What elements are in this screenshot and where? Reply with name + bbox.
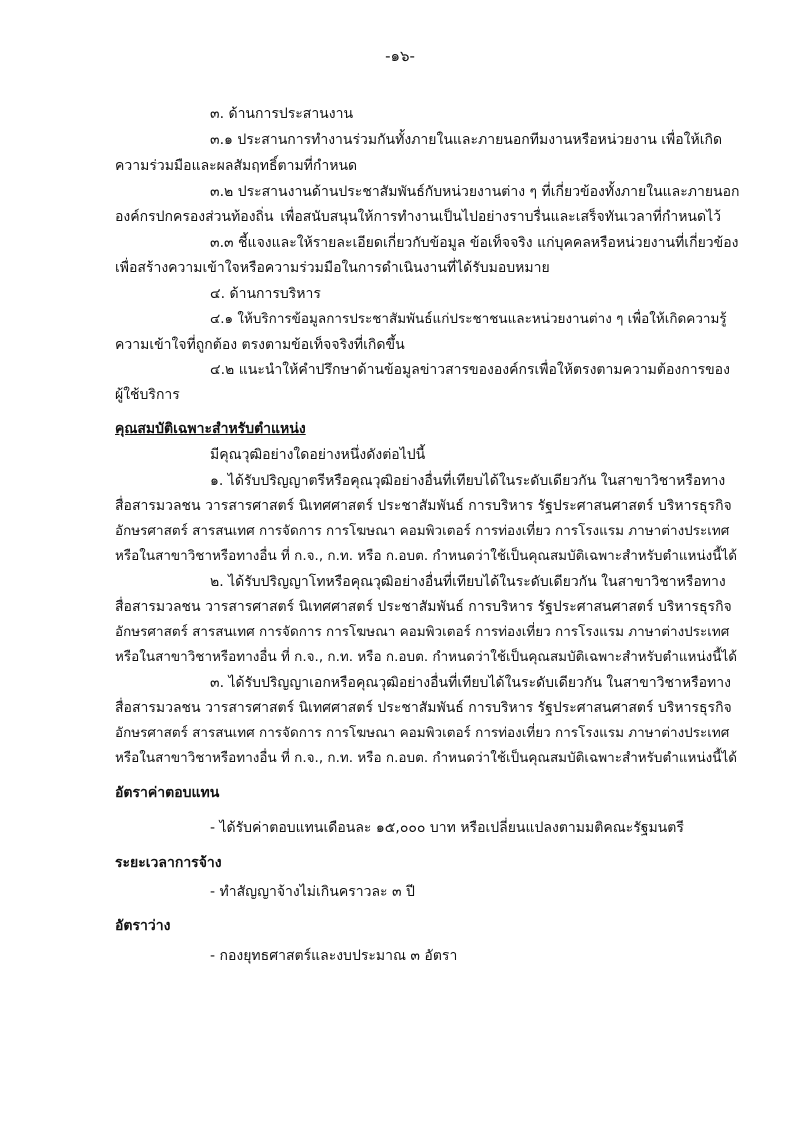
qualification-3-line-2: สื่อสารมวลชน วารสารศาสตร์ นิเทศศาสตร์ ประชาสัมพันธ์ การบริหาร รัฐประศาสนศาสตร์ บริหารธุรกิจ <box>115 700 732 716</box>
qualification-3-line-1: ๓. ได้รับปริญญาเอกหรือคุณวุฒิอย่างอื่นที่เทียบได้ในระดับเดียวกัน ในสาขาวิชาหรือทาง <box>210 675 731 691</box>
employment-period-text: - ทำสัญญาจ้างไม่เกินคราวละ ๓ ปี <box>210 884 415 900</box>
management-item-1: ๔.๑ ให้บริการข้อมูลการประชาสัมพันธ์แก่ประชาชนและหน่วยงานต่าง ๆ เพื่อให้เกิดความรู้ <box>210 311 727 327</box>
coordination-heading: ๓. ด้านการประสานงาน <box>210 106 354 122</box>
management-item-1-cont: ความเข้าใจที่ถูกต้อง ตรงตามข้อเท็จจริงที่เกิดขึ้น <box>115 337 405 353</box>
coordination-item-3: ๓.๓ ชี้แจงและให้รายละเอียดเกี่ยวกับข้อมูล ข้อเท็จจริง แก่บุคคลหรือหน่วยงานที่เกี่ยวข้อง <box>210 235 739 251</box>
qualifications-heading: คุณสมบัติเฉพาะสำหรับตำแหน่ง <box>115 421 306 437</box>
qualification-2-line-2: สื่อสารมวลชน วารสารศาสตร์ นิเทศศาสตร์ ประชาสัมพันธ์ การบริหาร รัฐประศาสนศาสตร์ บริหารธุรกิจ <box>115 599 732 615</box>
compensation-heading: อัตราค่าตอบแทน <box>115 785 220 801</box>
qualification-1-line-1: ๑. ได้รับปริญญาตรีหรือคุณวุฒิอย่างอื่นที่เทียบได้ในระดับเดียวกัน ในสาขาวิชาหรือทาง <box>210 473 726 489</box>
coordination-item-1-cont: ความร่วมมือและผลสัมฤทธิ์ตามที่กำหนด <box>115 158 358 174</box>
management-item-2: ๔.๒ แนะนำให้คำปรึกษาด้านข้อมูลข่าวสารขององค์กรเพื่อให้ตรงตามความต้องการของ <box>210 362 730 378</box>
vacancies-heading: อัตราว่าง <box>115 918 171 934</box>
qualification-1-line-3: อักษรศาสตร์ สารสนเทศ การจัดการ การโฆษณา คอมพิวเตอร์ การท่องเที่ยว การโรงแรม ภาษาต่างประเทศ <box>115 523 730 539</box>
page-number: -๑๖- <box>385 47 415 65</box>
coordination-item-2: ๓.๒ ประสานงานด้านประชาสัมพันธ์กับหน่วยงานต่าง ๆ ที่เกี่ยวข้องทั้งภายในและภายนอก <box>210 184 740 200</box>
qualification-2-line-3: อักษรศาสตร์ สารสนเทศ การจัดการ การโฆษณา คอมพิวเตอร์ การท่องเที่ยว การโรงแรม ภาษาต่างประเทศ <box>115 624 730 640</box>
management-heading: ๔. ด้านการบริหาร <box>210 286 321 302</box>
qualification-1-line-4: หรือในสาขาวิชาหรือทางอื่น ที่ ก.จ., ก.ท. หรือ ก.อบต. กำหนดว่าใช้เป็นคุณสมบัติเฉพาะสำหรับตำแหน่งนี้ได้ <box>115 548 738 564</box>
coordination-item-1: ๓.๑ ประสานการทำงานร่วมกันทั้งภายในและภายนอกทีมงานหรือหน่วยงาน เพื่อให้เกิด <box>210 132 723 148</box>
management-item-2-cont: ผู้ใช้บริการ <box>115 387 180 403</box>
coordination-item-3-cont: เพื่อสร้างความเข้าใจหรือความร่วมมือในการดำเนินงานที่ได้รับมอบหมาย <box>115 260 550 276</box>
qualification-3-line-3: อักษรศาสตร์ สารสนเทศ การจัดการ การโฆษณา คอมพิวเตอร์ การท่องเที่ยว การโรงแรม ภาษาต่างประเทศ <box>115 725 730 741</box>
qualification-2-line-1: ๒. ได้รับปริญญาโทหรือคุณวุฒิอย่างอื่นที่เทียบได้ในระดับเดียวกัน ในสาขาวิชาหรือทาง <box>210 574 726 590</box>
vacancies-text: - กองยุทธศาสตร์และงบประมาณ ๓ อัตรา <box>210 948 458 964</box>
coordination-item-2-cont: องค์กรปกครองส่วนท้องถิ่น เพื่อสนับสนุนให้การทำงานเป็นไปอย่างราบรื่นและเสร็จทันเวลาที่กำหนดไว้ <box>115 209 721 225</box>
qualification-2-line-4: หรือในสาขาวิชาหรือทางอื่น ที่ ก.จ., ก.ท. หรือ ก.อบต. กำหนดว่าใช้เป็นคุณสมบัติเฉพาะสำหรับตำแหน่งนี้ได้ <box>115 649 738 665</box>
employment-period-heading: ระยะเวลาการจ้าง <box>115 855 222 871</box>
compensation-text: - ได้รับค่าตอบแทนเดือนละ ๑๕,๐๐๐ บาท หรือเปลี่ยนแปลงตามมติคณะรัฐมนตรี <box>210 820 684 836</box>
qualification-3-line-4: หรือในสาขาวิชาหรือทางอื่น ที่ ก.จ., ก.ท. หรือ ก.อบต. กำหนดว่าใช้เป็นคุณสมบัติเฉพาะสำหรับตำแหน่งนี้ได้ <box>115 750 738 766</box>
qualification-1-line-2: สื่อสารมวลชน วารสารศาสตร์ นิเทศศาสตร์ ประชาสัมพันธ์ การบริหาร รัฐประศาสนศาสตร์ บริหารธุรกิจ <box>115 498 732 514</box>
qualifications-intro: มีคุณวุฒิอย่างใดอย่างหนึ่งดังต่อไปนี้ <box>210 447 426 463</box>
